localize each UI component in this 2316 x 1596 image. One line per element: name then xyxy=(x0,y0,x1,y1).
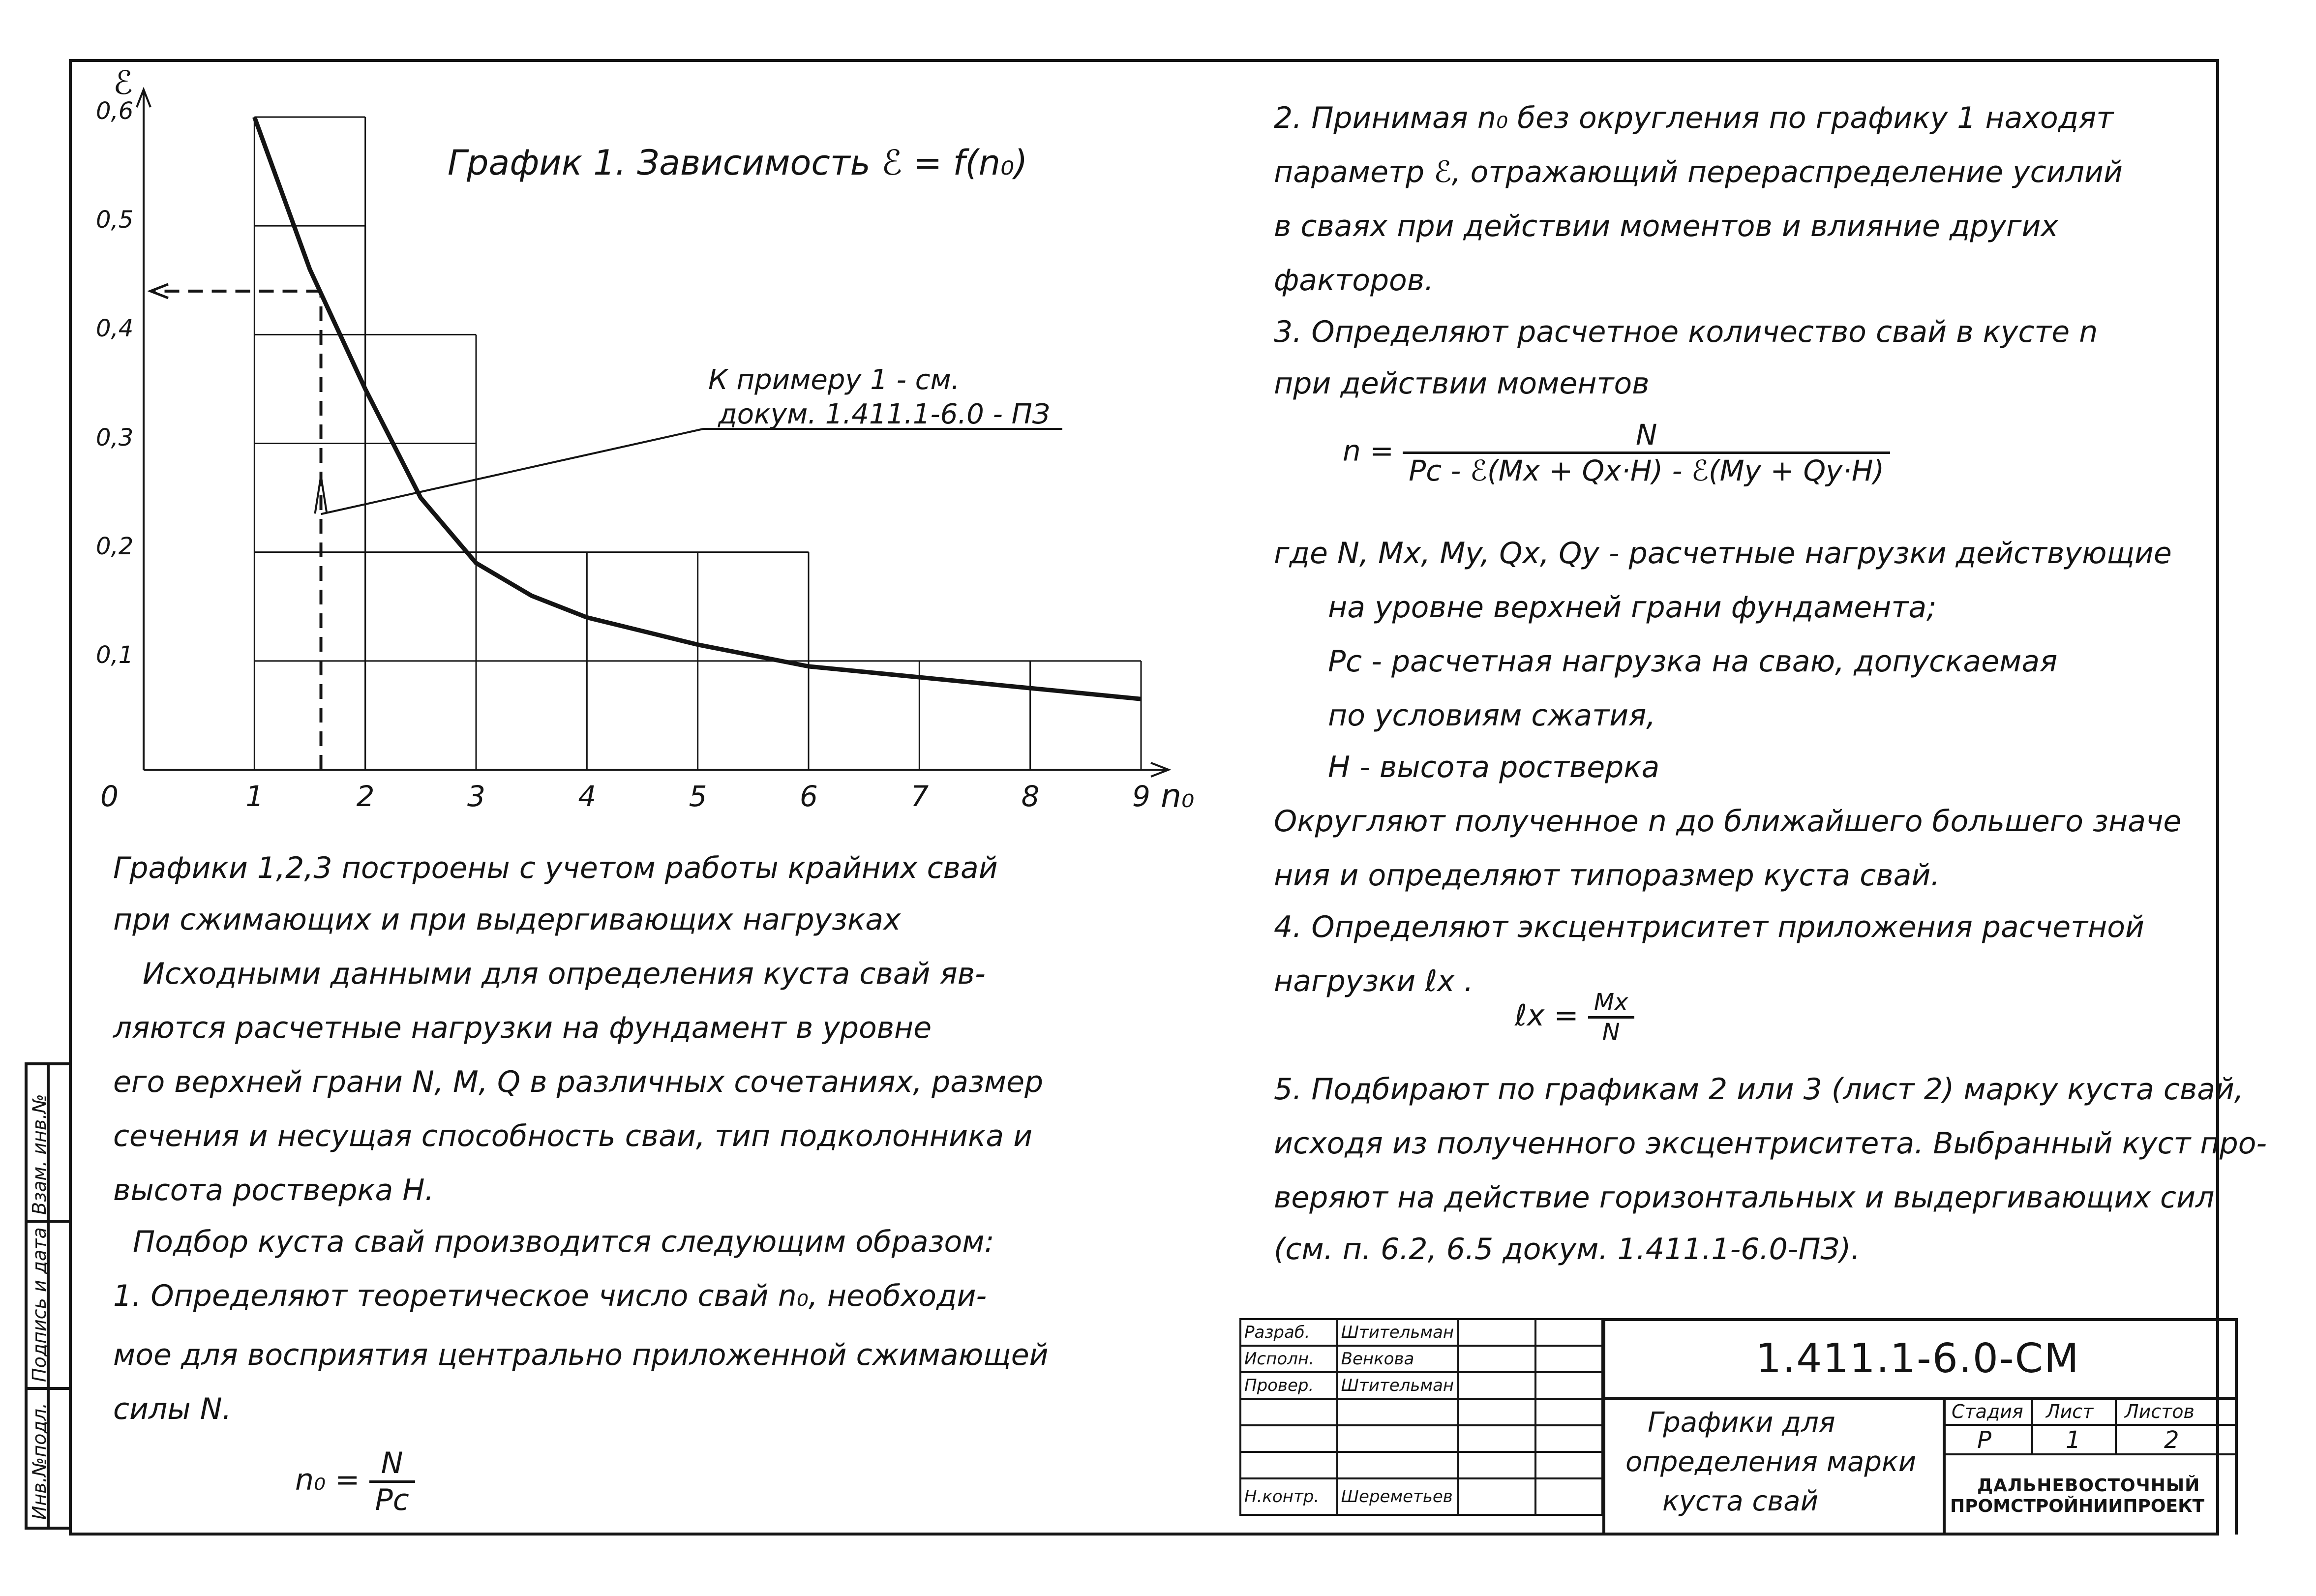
step3-line-1: 3. Определяют расчетное количество свай в кусте n xyxy=(1274,315,2098,349)
x-tick-label: 7 xyxy=(910,780,929,813)
formula-ex-fraction xyxy=(1588,989,1634,1046)
title-block-border xyxy=(2235,1318,2238,1535)
formula-ex-denominator: N xyxy=(1602,1019,1620,1046)
signature-name: Штительман xyxy=(1337,1372,1458,1399)
para1-line-5: высота ростверка H. xyxy=(113,1173,434,1207)
signature-date xyxy=(1535,1399,1602,1425)
document-code: 1.411.1-6.0-СМ xyxy=(1756,1335,2080,1382)
signature-sign xyxy=(1458,1399,1535,1425)
para1-line-2: ляются расчетные нагрузки на фундамент в уровне xyxy=(113,1011,932,1045)
formula-n-fraction xyxy=(1403,418,1890,487)
signature-role xyxy=(1240,1452,1337,1478)
where-line-2: на уровне верхней грани фундамента; xyxy=(1328,590,1937,625)
signature-row xyxy=(1240,1399,1602,1425)
formula-n-lhs: n = xyxy=(1343,434,1394,468)
formula-n xyxy=(1343,418,1890,487)
signature-name: Штительман xyxy=(1337,1319,1458,1346)
signature-sign xyxy=(1458,1372,1535,1399)
step5-line-3: веряют на действие горизонтальных и выдергивающих сил xyxy=(1274,1180,2215,1215)
formula-n0 xyxy=(295,1446,415,1517)
y-axis-label: ℰ xyxy=(113,64,133,102)
formula-n0-fraction xyxy=(369,1446,415,1517)
sheets-value: 2 xyxy=(2164,1426,2179,1454)
title-block xyxy=(1239,1318,2238,1535)
chart-title: График 1. Зависимость ℰ = f(n₀) xyxy=(448,143,1028,183)
step1-line-3: силы N. xyxy=(113,1392,232,1426)
signature-row xyxy=(1240,1346,1602,1372)
step5-line-4: (см. п. 6.2, 6.5 докум. 1.411.1-6.0-ПЗ). xyxy=(1274,1232,1861,1266)
formula-n0-lhs: n₀ = xyxy=(295,1463,360,1498)
signature-row xyxy=(1240,1372,1602,1399)
step2-line-2: параметр ℰ, отражающий перераспределение усилий xyxy=(1274,155,2123,189)
signature-sign xyxy=(1458,1346,1535,1372)
formula-n0-denominator: Pc xyxy=(375,1483,409,1517)
para1-line-3: его верхней грани N, M, Q в различных сочетаниях, размер xyxy=(113,1065,1044,1099)
y-tick-label: 0,6 xyxy=(96,97,134,125)
margin-strip-line xyxy=(25,1527,72,1530)
stage-value: Р xyxy=(1977,1426,1991,1454)
x-tick-label: 6 xyxy=(800,780,818,813)
round-line-1: Округляют полученное n до ближайшего большего значе xyxy=(1274,804,2182,839)
signature-sign xyxy=(1458,1478,1535,1515)
chart-caption-line-1: Графики 1,2,3 построены с учетом работы крайних свай xyxy=(113,851,998,885)
title-block-signatures xyxy=(1239,1318,1603,1516)
sheet-title-line-2: определения марки xyxy=(1625,1446,1917,1478)
y-tick-label: 0,1 xyxy=(96,641,134,669)
para1-line-4: сечения и несущая способность сваи, тип подколонника и xyxy=(113,1119,1033,1153)
signature-row xyxy=(1240,1425,1602,1452)
signature-sign xyxy=(1458,1425,1535,1452)
sheets-label: Листов xyxy=(2125,1401,2195,1422)
sheet-label: Лист xyxy=(2046,1401,2094,1422)
signature-role: Провер. xyxy=(1240,1372,1337,1399)
signature-name xyxy=(1337,1425,1458,1452)
step3-line-2: при действии моментов xyxy=(1274,366,1650,401)
x-tick-label: 2 xyxy=(356,780,375,813)
organization-line-2: ПРОМСТРОЙНИИПРОЕКТ xyxy=(1950,1496,2205,1516)
signature-date xyxy=(1535,1346,1602,1372)
chart-example-lines xyxy=(150,284,1062,770)
signature-date xyxy=(1535,1319,1602,1346)
signature-name: Венкова xyxy=(1337,1346,1458,1372)
where-line-4: по условиям сжатия, xyxy=(1328,698,1656,733)
chart-annotation-line-2: докум. 1.411.1-6.0 - ПЗ xyxy=(718,398,1050,430)
y-tick-label: 0,2 xyxy=(96,532,134,560)
title-block-border xyxy=(1605,1318,2238,1321)
sheet-title-line-3: куста свай xyxy=(1662,1485,1818,1517)
x-tick-label: 4 xyxy=(578,780,597,813)
para2: Подбор куста свай производится следующим образом: xyxy=(133,1225,994,1259)
formula-ex-lhs: ℓx = xyxy=(1515,998,1579,1033)
signature-role: Разраб. xyxy=(1240,1319,1337,1346)
signature-role: Исполн. xyxy=(1240,1346,1337,1372)
margin-strip-line xyxy=(25,1062,28,1530)
signature-date xyxy=(1535,1452,1602,1478)
title-block-border xyxy=(1605,1397,2238,1400)
step5-line-1: 5. Подбирают по графикам 2 или 3 (лист 2) марку куста свай, xyxy=(1274,1072,2244,1107)
title-block-border xyxy=(1943,1424,2238,1426)
chart-axes xyxy=(137,90,1169,777)
signature-name: Шереметьев xyxy=(1337,1478,1458,1515)
step4-line-2: нагрузки ℓx . xyxy=(1274,964,1474,998)
signature-role xyxy=(1240,1425,1337,1452)
sheet-value: 1 xyxy=(2066,1426,2081,1454)
sheet-title-line-1: Графики для xyxy=(1648,1407,1835,1439)
step5-line-2: исходя из полученного эксцентриситета. Выбранный куст про- xyxy=(1274,1126,2267,1161)
chart-annotation-line-1: К примеру 1 - см. xyxy=(708,364,960,396)
step2-line-3: в сваях при действии моментов и влияние других xyxy=(1274,209,2059,243)
x-tick-label: 8 xyxy=(1021,780,1040,813)
signature-row xyxy=(1240,1452,1602,1478)
signature-date xyxy=(1535,1478,1602,1515)
signature-date xyxy=(1535,1425,1602,1452)
chart-caption-line-2: при сжимающих и при выдергивающих нагрузках xyxy=(113,903,901,937)
where-line-3: Pc - расчетная нагрузка на сваю, допускаемая xyxy=(1328,644,2058,679)
chart-grid xyxy=(254,117,1141,770)
organization-line-1: ДАЛЬНЕВОСТОЧНЫЙ xyxy=(1977,1476,2200,1496)
step1-line-1: 1. Определяют теоретическое число свай n₀, необходи- xyxy=(113,1279,987,1313)
y-tick-label: 0,3 xyxy=(96,423,134,452)
x-tick-label: 5 xyxy=(689,780,707,813)
signature-name xyxy=(1337,1452,1458,1478)
signature-date xyxy=(1535,1372,1602,1399)
x-axis-label: n₀ xyxy=(1161,777,1195,815)
x-tick-label: 9 xyxy=(1132,780,1150,813)
margin-label-replace: Взам. инв.№ xyxy=(29,1094,50,1215)
round-line-2: ния и определяют типоразмер куста свай. xyxy=(1274,858,1940,893)
y-tick-label: 0,4 xyxy=(96,315,134,343)
margin-label-inventory: Инв.№подл. xyxy=(29,1402,50,1520)
margin-strip-line xyxy=(25,1062,72,1065)
signature-name xyxy=(1337,1399,1458,1425)
step2-line-4: факторов. xyxy=(1274,263,1434,298)
stage-label: Стадия xyxy=(1952,1401,2023,1422)
formula-ex-numerator: Mx xyxy=(1588,989,1634,1019)
x-tick-label: 0 xyxy=(100,780,119,813)
title-block-border xyxy=(2031,1397,2033,1455)
title-block-border xyxy=(1602,1318,1605,1535)
signature-role xyxy=(1240,1399,1337,1425)
signature-row xyxy=(1240,1478,1602,1515)
title-block-border xyxy=(2115,1397,2117,1455)
step1-line-2: мое для восприятия центрально приложенной сжимающей xyxy=(113,1338,1049,1372)
where-line-1: где N, Mx, My, Qx, Qy - расчетные нагрузки действующие xyxy=(1274,536,2172,571)
title-block-border xyxy=(1943,1397,1946,1535)
margin-label-signature: Подпись и дата xyxy=(29,1227,50,1382)
step4-line-1: 4. Определяют эксцентриситет приложения расчетной xyxy=(1274,910,2144,944)
where-line-5: H - высота ростверка xyxy=(1328,750,1660,784)
margin-strip-line xyxy=(25,1387,72,1390)
para1-line-1: Исходными данными для определения куста свай яв- xyxy=(143,957,986,991)
annotation-leader xyxy=(321,429,703,514)
formula-n0-numerator: N xyxy=(369,1446,415,1483)
signature-sign xyxy=(1458,1452,1535,1478)
margin-strip-line xyxy=(25,1220,72,1223)
signature-role: Н.контр. xyxy=(1240,1478,1337,1515)
formula-n-numerator: N xyxy=(1403,418,1890,454)
formula-ex xyxy=(1515,989,1634,1046)
x-tick-label: 1 xyxy=(245,780,264,813)
formula-n-denominator: Pc - ℰ(Mx + Qx·H) - ℰ(My + Qy·H) xyxy=(1409,454,1885,487)
signature-row xyxy=(1240,1319,1602,1346)
signature-sign xyxy=(1458,1319,1535,1346)
y-tick-label: 0,5 xyxy=(96,206,134,234)
x-tick-label: 3 xyxy=(467,780,485,813)
step2-line-1: 2. Принимая n₀ без округления по графику 1 находят xyxy=(1274,101,2114,135)
